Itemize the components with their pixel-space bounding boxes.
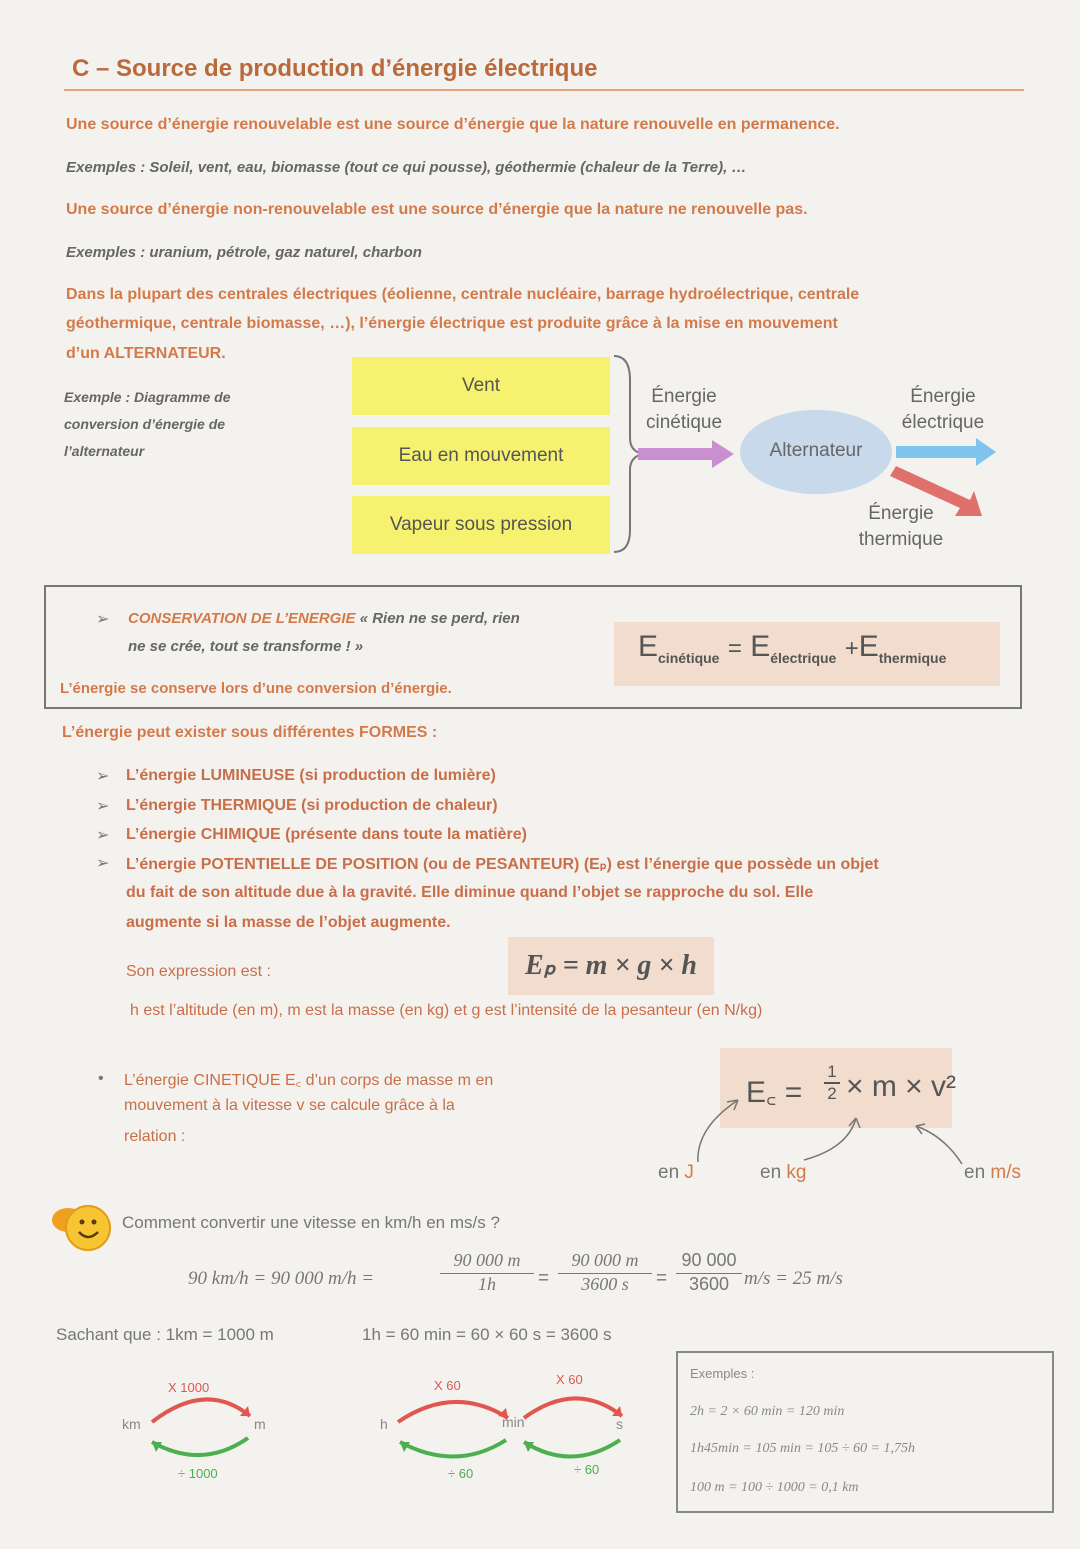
example-line-3: 100 m = 100 ÷ 1000 = 0,1 km <box>690 1480 859 1495</box>
dot-bullet-icon: • <box>98 1070 104 1087</box>
fraction-1-num: 90 000 m <box>440 1250 534 1274</box>
formula-E-3: E <box>858 630 879 663</box>
pointer-J <box>698 1100 738 1162</box>
electric-label-1: Énergie <box>910 386 976 407</box>
kinetic-text-3: relation : <box>124 1128 186 1145</box>
d1000-label: ÷ 1000 <box>178 1466 218 1481</box>
form-thermal: L’énergie THERMIQUE (si production de chaleur) <box>126 797 498 814</box>
electric-label <box>884 384 1002 436</box>
potential-line-2: du fait de son altitude due à la gravité. Elle diminue quand l’objet se rapproche du sol. Elle <box>126 884 814 901</box>
form-potential: L’énergie POTENTIELLE DE POSITION (ou de PESANTEUR) (Eₚ) est l’énergie que possède un objet <box>126 856 879 873</box>
min-label: min <box>502 1414 525 1430</box>
diagram-caption-3: l’alternateur <box>64 443 145 459</box>
alternator-label: Alternateur <box>769 440 863 461</box>
renewable-definition: Une source d’énergie renouvelable est une source d’énergie que la nature renouvelle en permanence. <box>66 116 840 133</box>
formula-sub-thermal: thermique <box>878 650 947 666</box>
kinetic-arrow <box>638 440 734 468</box>
nonrenewable-examples: Exemples : uranium, pétrole, gaz naturel, charbon <box>66 244 422 261</box>
formula-sub-kinetic: cinétique <box>658 650 720 666</box>
x1000-label: X 1000 <box>168 1380 210 1395</box>
formula-sub-electric: électrique <box>770 650 837 666</box>
thermal-label-2: thermique <box>858 529 944 550</box>
h-to-min-arrow <box>398 1402 508 1422</box>
kinetic-label-1: Énergie <box>651 386 717 407</box>
km-to-m-arrow <box>152 1399 250 1422</box>
conservation-title: CONSERVATION DE L’ENERGIE <box>128 610 356 627</box>
d60b-label: ÷ 60 <box>574 1462 600 1477</box>
m-to-km-arrow <box>152 1438 248 1455</box>
knowing-km: Sachant que : 1km = 1000 m <box>56 1325 274 1344</box>
form-luminous: L’énergie LUMINEUSE (si production de lumière) <box>126 767 496 784</box>
fraction-3-num: 90 000 <box>676 1250 742 1274</box>
half-denominator: 2 <box>824 1082 840 1104</box>
conservation-quote-1: « Rien ne se perd, rien <box>359 610 520 627</box>
alternator-text-3: d’un ALTERNATEUR. <box>66 345 226 362</box>
diagram-caption-1: Exemple : Diagramme de <box>64 389 231 405</box>
fraction-3 <box>676 1250 742 1295</box>
potential-line-3: augmente si la masse de l’objet augmente. <box>126 914 451 931</box>
example-line-2: 1h45min = 105 min = 105 ÷ 60 = 1,75h <box>690 1441 916 1456</box>
electric-arrow <box>896 438 996 466</box>
thumbs-up-smiley-icon <box>50 1198 114 1254</box>
bullet-icon: ➢ <box>96 827 110 844</box>
formula-E-2: E <box>750 630 771 663</box>
examples-title: Exemples : <box>690 1366 755 1381</box>
d60a-label: ÷ 60 <box>448 1466 474 1481</box>
unit-kg-label: en kg <box>760 1162 807 1183</box>
kinetic-formula-left: E꜀ = <box>746 1076 803 1109</box>
conversion-question: Comment convertir une vitesse en km/h en ms/s ? <box>122 1213 500 1232</box>
fraction-1 <box>440 1250 534 1295</box>
km-label: km <box>122 1416 141 1432</box>
fraction-2 <box>558 1250 652 1295</box>
alternator-text-2: géothermique, centrale biomasse, …), l’énergie électrique est produite grâce à la mise en mouvement <box>66 315 838 332</box>
unit-ms: m/s <box>990 1162 1022 1183</box>
h-label: h <box>380 1416 388 1432</box>
x60a-label: X 60 <box>434 1378 461 1393</box>
nonrenewable-definition: Une source d’énergie non-renouvelable est une source d’énergie que la nature ne renouvelle pas. <box>66 201 808 218</box>
electric-label-2: électrique <box>901 412 985 433</box>
min-to-s-arrow <box>524 1398 622 1418</box>
s-to-min-arrow <box>524 1440 620 1457</box>
fraction-1-den: 1h <box>478 1274 496 1294</box>
pointer-ms <box>916 1126 962 1164</box>
unit-kg: kg <box>786 1162 807 1183</box>
example-line-1: 2h = 2 × 60 min = 120 min <box>690 1404 845 1419</box>
conservation-line-1 <box>128 610 520 627</box>
formula-E-1: E <box>638 630 659 663</box>
source-box-eau: Eau en mouvement <box>352 427 610 485</box>
conversion-lhs: 90 km/h = 90 000 m/h = <box>188 1268 375 1289</box>
unit-J: J <box>684 1162 694 1183</box>
m-label: m <box>254 1416 266 1432</box>
arrow-bullet-icon: ➢ <box>96 611 110 628</box>
equals-2: = <box>656 1268 668 1289</box>
bullet-icon: ➢ <box>96 798 110 815</box>
fraction-3-den: 3600 <box>688 1274 730 1294</box>
renewable-examples: Exemples : Soleil, vent, eau, biomasse (tout ce qui pousse), géothermie (chaleur de la Terre), … <box>66 159 747 176</box>
unit-ms-label: en m/s <box>964 1162 1022 1183</box>
kinetic-text-1: L’énergie CINETIQUE E꜀ d’un corps de masse m en <box>124 1072 494 1089</box>
formula-equals: = <box>727 635 742 662</box>
kinetic-formula-right: × m × v² <box>846 1070 957 1103</box>
forms-intro: L’énergie peut exister sous différentes FORMES : <box>62 724 438 741</box>
conversion-result: m/s = 25 m/s <box>744 1268 843 1289</box>
thermal-label <box>842 501 960 553</box>
kinetic-text-2: mouvement à la vitesse v se calcule grâce à la <box>124 1097 455 1114</box>
formula-plus: + <box>844 635 859 662</box>
section-title: C – Source de production d’énergie électrique <box>72 55 598 82</box>
thermal-label-1: Énergie <box>868 503 934 524</box>
s-label: s <box>616 1416 623 1432</box>
diagram-caption-2: conversion d’énergie de <box>64 416 226 432</box>
conservation-formula <box>614 622 1000 686</box>
form-chemical: L’énergie CHIMIQUE (présente dans toute la matière) <box>126 826 527 843</box>
min-to-h-arrow <box>400 1440 506 1457</box>
kinetic-label <box>628 384 740 436</box>
potential-units: h est l’altitude (en m), m est la masse (en kg) et g est l’intensité de la pesanteur (en N/kg) <box>130 1002 763 1019</box>
bullet-icon: ➢ <box>96 768 110 785</box>
source-box-vapeur: Vapeur sous pression <box>352 496 610 554</box>
pointer-kg <box>804 1118 856 1160</box>
title-rule <box>64 89 1024 91</box>
alternator-text-1: Dans la plupart des centrales électriques (éolienne, centrale nucléaire, barrage hydroélectrique, centrale <box>66 286 860 303</box>
potential-formula: Eₚ = m × g × h <box>508 937 714 995</box>
conservation-note: L’énergie se conserve lors d’une conversion d’énergie. <box>60 680 452 697</box>
equals-1: = <box>538 1268 550 1289</box>
expression-label: Son expression est : <box>126 963 271 980</box>
source-box-vent: Vent <box>352 357 610 415</box>
fraction-2-num: 90 000 m <box>558 1250 652 1274</box>
unit-J-label: en J <box>658 1162 694 1183</box>
unit-pointer-arrows <box>680 1080 980 1170</box>
x60b-label: X 60 <box>556 1372 583 1387</box>
bullet-icon: ➢ <box>96 855 110 872</box>
fraction-2-den: 3600 s <box>581 1274 629 1294</box>
half-numerator: 1 <box>827 1062 837 1081</box>
kinetic-label-2: cinétique <box>645 412 723 433</box>
knowing-h: 1h = 60 min = 60 × 60 s = 3600 s <box>362 1325 612 1344</box>
conservation-quote-2: ne se crée, tout se transforme ! » <box>128 638 364 655</box>
